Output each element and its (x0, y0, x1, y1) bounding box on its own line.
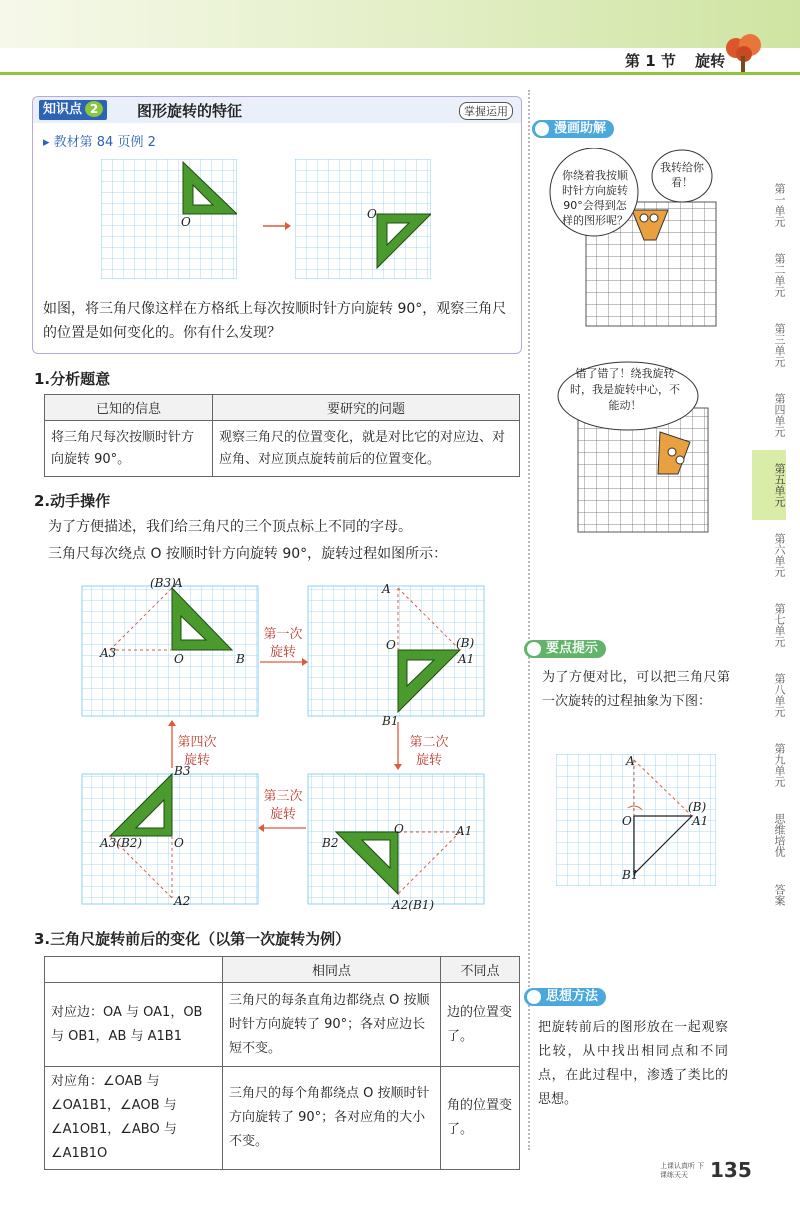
method-text: 把旋转前后的图形放在一起观察比较，从中找出相同点和不同点，在此过程中，渗透了类比的思想。 (538, 1020, 728, 1107)
section2-line1: 为了方便描述，我们给三角尺的三个顶点标上不同的字母。 (48, 519, 412, 535)
step1-label: 第一次旋转 (263, 627, 303, 660)
label-a1-3: A1 (456, 824, 473, 838)
unit-tab-8[interactable]: 第八单元 (773, 673, 786, 717)
analysis-table (44, 394, 520, 477)
footer-slogan: 上课认真听 下课练天天 (660, 1162, 705, 1179)
knowledge-header (33, 97, 521, 123)
unit-tab-thinking[interactable]: 思维培优 (773, 813, 786, 857)
section-number: 第 1 节 (625, 52, 676, 70)
tips-icon (527, 642, 541, 656)
step3-label: 第三次旋转 (263, 789, 303, 822)
label-a3b2: A3(B2) (100, 836, 143, 850)
label-a: A (174, 576, 183, 590)
section2-line2: 三角尺每次绕点 O 按顺时针方向旋转 90°，旋转过程如图所示： (48, 546, 448, 562)
right-arrow-icon (261, 221, 291, 231)
known-info-cell: 将三角尺每次按顺时针方向旋转 90°。 (45, 421, 213, 477)
tips-tag (524, 640, 606, 658)
edges-row-same: 三角尺的每条直角边都绕点 O 按顺时针方向旋转了 90°；各对应边长短不变。 (223, 983, 441, 1067)
comic-bubble-1: 你绕着我按顺时针方向旋转90°会得到怎样的图形呢？ (562, 169, 628, 227)
table-corner (45, 957, 223, 983)
point-o-label-after: O (367, 207, 377, 221)
unit-tabs (747, 170, 791, 920)
edges-row-head: 对应边：OA 与 OA1，OB 与 OB1，AB 与 A1B1 (45, 983, 223, 1067)
section-name: 旋转 (695, 52, 726, 70)
comic-bubble-3: 错了错了！绕我旋转时，我是旋转中心，不能动！ (570, 367, 680, 412)
textbook-reference: ▸ 教材第 84 页例 2 (43, 135, 156, 150)
edges-row-diff: 边的位置变了。 (441, 983, 520, 1067)
label-a2: A2 (174, 894, 191, 908)
knowledge-number: 2 (85, 101, 103, 117)
header-rule (0, 72, 800, 75)
unit-tab-7[interactable]: 第七单元 (773, 603, 786, 647)
unit-tab-1[interactable]: 第一单元 (773, 183, 786, 227)
table-header-known: 已知的信息 (45, 395, 213, 421)
label-a3: A3 (100, 646, 117, 660)
label-b2: B2 (322, 836, 339, 850)
section2-heading: 2.动手操作 (34, 492, 111, 510)
label-a-2: A (382, 582, 391, 596)
section3-heading: 3.三角尺旋转前后的变化（以第一次旋转为例） (34, 930, 351, 948)
label-o-4: O (174, 836, 184, 850)
mastery-badge: 掌握运用 (459, 102, 513, 120)
method-tag (524, 988, 606, 1006)
page-footer (660, 1160, 770, 1184)
comic-bubble-2: 我转给你看！ (660, 161, 704, 189)
method-icon (527, 990, 541, 1004)
label-b3: B3 (174, 764, 191, 778)
step4-label: 第四次旋转 (177, 735, 217, 768)
label-b-paren: (B) (456, 636, 475, 650)
angles-row-diff: 角的位置变了。 (441, 1067, 520, 1170)
label-o-1: O (174, 652, 184, 666)
label-b3-paren: (B3) (150, 576, 176, 590)
tip-label-b1: B1 (622, 868, 639, 882)
step2-label: 第二次旋转 (409, 735, 449, 768)
label-a1: A1 (458, 652, 475, 666)
tip-label-a: A (626, 754, 635, 768)
unit-tab-6[interactable]: 第六单元 (773, 533, 786, 577)
method-label: 思想方法 (546, 989, 599, 1004)
tips-text: 为了方便对比，可以把三角尺第一次旋转的过程抽象为下图： (542, 670, 730, 709)
angles-row-same: 三角尺的每个角都绕点 O 按顺时针方向旋转了 90°；各对应角的大小不变。 (223, 1067, 441, 1170)
comparison-table (44, 956, 520, 1170)
tree-icon (722, 34, 766, 72)
section1-heading: 1.分析题意 (34, 370, 111, 388)
knowledge-title: 图形旋转的特征 (137, 102, 243, 120)
label-b: B (236, 652, 245, 666)
comic-help-label: 漫画助解 (554, 121, 607, 136)
knowledge-tag-text: 知识点 (43, 102, 83, 117)
comic-icon (535, 122, 549, 136)
header-band (0, 0, 800, 48)
knowledge-question: 如图，将三角尺像这样在方格纸上每次按顺时针方向旋转 90°，观察三角尺的位置是如何变化的。你有什么发现？ (43, 301, 507, 341)
unit-tab-9[interactable]: 第九单元 (773, 743, 786, 787)
knowledge-tag (39, 100, 107, 120)
unit-tab-answers[interactable]: 答案 (773, 884, 786, 906)
tip-label-a1: A1 (692, 814, 709, 828)
tips-label: 要点提示 (546, 641, 599, 656)
example-grid-after (295, 159, 431, 279)
example-grid-before (101, 159, 237, 279)
table-header-diff: 不同点 (441, 957, 520, 983)
unit-tab-2[interactable]: 第二单元 (773, 253, 786, 297)
chapter-title (625, 50, 725, 71)
angles-row-head: 对应角：∠OAB 与∠OA1B1，∠AOB 与∠A1OB1，∠ABO 与∠A1B1O (45, 1067, 223, 1170)
label-a2b1: A2(B1) (392, 898, 435, 912)
unit-tab-5-active[interactable]: 第五单元 (752, 450, 786, 520)
question-cell: 观察三角尺的位置变化，就是对比它的对应边、对应角、对应顶点旋转前后的位置变化。 (213, 421, 520, 477)
page-number: 135 (710, 1158, 752, 1182)
tip-label-o: O (622, 814, 632, 828)
table-header-same: 相同点 (223, 957, 441, 983)
tip-label-b: (B) (688, 800, 707, 814)
knowledge-box (32, 96, 522, 354)
label-o-2: O (386, 638, 396, 652)
label-b1: B1 (382, 714, 399, 728)
point-o-label: O (181, 215, 191, 229)
comic-help-tag (532, 120, 614, 138)
unit-tab-4[interactable]: 第四单元 (773, 393, 786, 437)
table-header-question: 要研究的问题 (213, 395, 520, 421)
label-o-3: O (394, 822, 404, 836)
unit-tab-3[interactable]: 第三单元 (773, 323, 786, 367)
